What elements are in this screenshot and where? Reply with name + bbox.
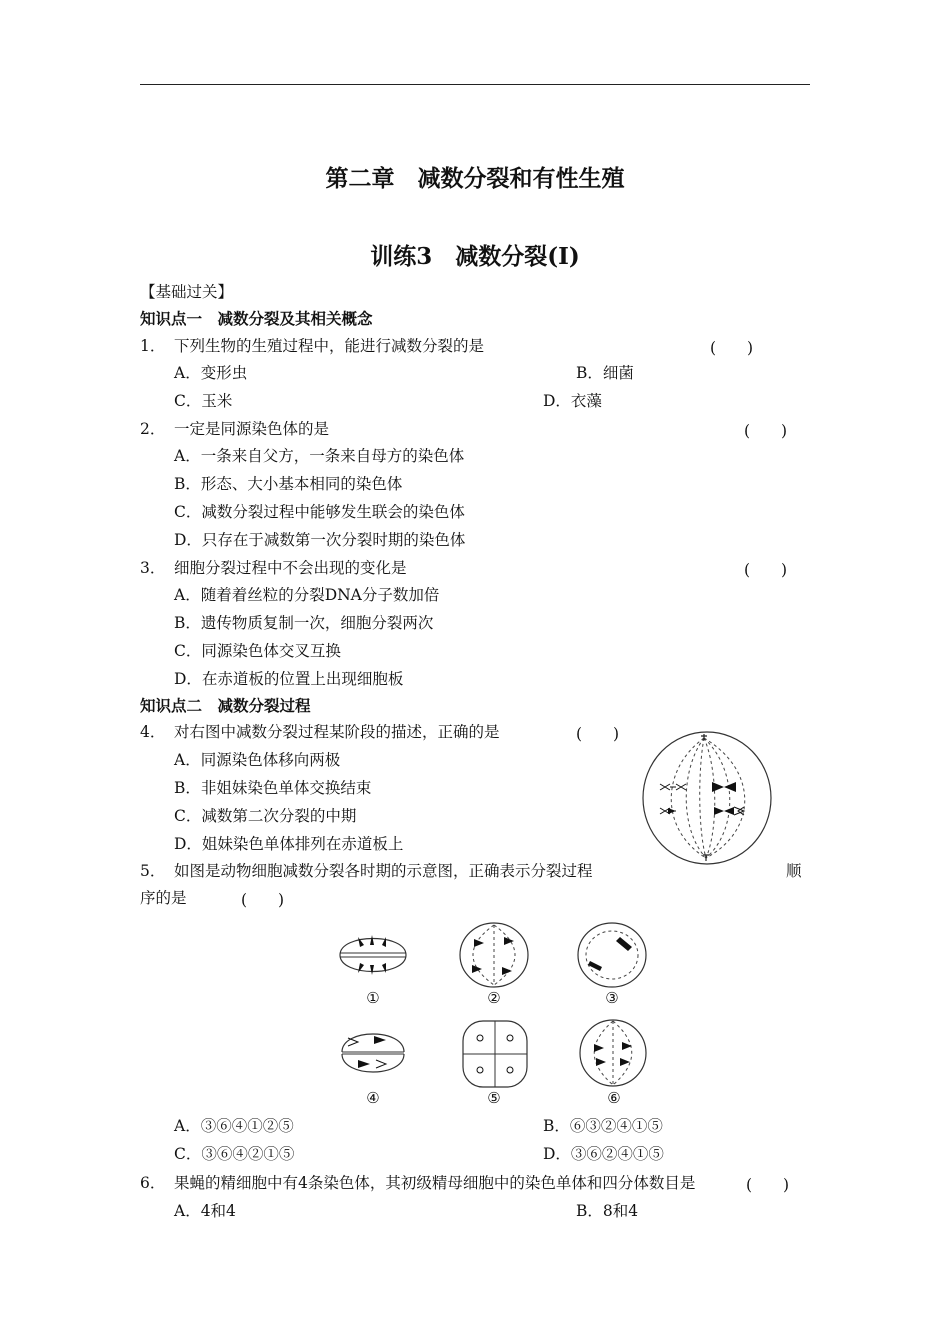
q2-option-b: B．形态、大小基本相同的染色体 [174, 475, 403, 493]
q3-answer-blank: ( ) [744, 561, 788, 579]
q1-option-c: C．玉米 [174, 392, 233, 410]
q1-option-b: B．细菌 [576, 364, 634, 382]
q6-option-a: A．4和4 [174, 1202, 236, 1220]
q3-stem: 细胞分裂过程中不会出现的变化是 [174, 559, 407, 577]
q5-cell-5 [460, 1018, 530, 1090]
q5-label-2: ② [487, 989, 501, 1007]
q6-option-b: B．8和4 [576, 1202, 639, 1220]
q3-number: 3． [140, 559, 166, 577]
q5-label-4: ④ [366, 1089, 380, 1107]
q5-label-3: ③ [605, 989, 619, 1007]
q3-option-c: C．同源染色体交叉互换 [174, 642, 341, 660]
q5-option-a: A．③⑥④①②⑤ [174, 1117, 294, 1135]
knowledge-point-2: 知识点二 减数分裂过程 [140, 696, 311, 715]
q2-option-d: D．只存在于减数第一次分裂时期的染色体 [174, 531, 466, 549]
q4-answer-blank: ( ) [576, 725, 620, 743]
q2-option-a: A．一条来自父方，一条来自母方的染色体 [174, 447, 465, 465]
q5-option-d: D．③⑥②④①⑤ [543, 1145, 664, 1163]
q5-number: 5． [140, 862, 166, 880]
q6-stem: 果蝇的精细胞中有4条染色体，其初级精母细胞中的染色单体和四分体数目是 [174, 1174, 696, 1192]
q4-option-a: A．同源染色体移向两极 [174, 751, 341, 769]
q1-answer-blank: ( ) [710, 339, 754, 357]
q5-cell-6 [578, 1018, 648, 1088]
section-label: 【基础过关】 [140, 283, 234, 301]
q5-answer-blank: ( ) [241, 891, 285, 909]
q1-option-a: A．变形虫 [174, 364, 248, 382]
q5-cell-1 [336, 923, 410, 987]
q5-stem-end: 顺 [786, 862, 802, 880]
q4-option-d: D．姐妹染色单体排列在赤道板上 [174, 835, 404, 853]
q5-cell-4 [338, 1022, 408, 1084]
header-rule [140, 84, 810, 85]
q2-option-c: C．减数分裂过程中能够发生联会的染色体 [174, 503, 465, 521]
q4-number: 4． [140, 723, 166, 741]
q1-number: 1． [140, 337, 166, 355]
q5-stem-line2: 序的是 [140, 889, 187, 907]
q2-stem: 一定是同源染色体的是 [174, 420, 330, 438]
q5-option-b: B．⑥③②④①⑤ [543, 1117, 663, 1135]
q4-stem: 对右图中减数分裂过程某阶段的描述，正确的是 [174, 723, 500, 741]
q6-number: 6． [140, 1174, 166, 1192]
q5-cell-2 [458, 921, 530, 989]
q4-cell-figure [640, 730, 774, 866]
chapter-title: 第二章 减数分裂和有性生殖 [325, 165, 625, 192]
q5-label-5: ⑤ [487, 1089, 501, 1107]
q6-answer-blank: ( ) [746, 1176, 790, 1194]
q3-option-b: B．遗传物质复制一次，细胞分裂两次 [174, 614, 434, 632]
q3-option-a: A．随着着丝粒的分裂DNA分子数加倍 [174, 586, 440, 604]
q5-option-c: C．③⑥④②①⑤ [174, 1145, 295, 1163]
q1-stem: 下列生物的生殖过程中，能进行减数分裂的是 [174, 337, 485, 355]
q3-option-d: D．在赤道板的位置上出现细胞板 [174, 670, 404, 688]
q1-option-d: D．衣藻 [543, 392, 602, 410]
q4-option-b: B．非姐妹染色单体交换结束 [174, 779, 372, 797]
lesson-title: 训练3 减数分裂(Ⅰ) [370, 243, 580, 270]
q4-option-c: C．减数第二次分裂的中期 [174, 807, 357, 825]
q5-label-6: ⑥ [607, 1089, 621, 1107]
q5-label-1: ① [366, 989, 380, 1007]
q2-number: 2． [140, 420, 166, 438]
q2-answer-blank: ( ) [744, 422, 788, 440]
q5-cell-3 [576, 921, 648, 989]
knowledge-point-1: 知识点一 减数分裂及其相关概念 [140, 309, 373, 328]
q5-stem: 如图是动物细胞减数分裂各时期的示意图，正确表示分裂过程 [174, 862, 593, 880]
